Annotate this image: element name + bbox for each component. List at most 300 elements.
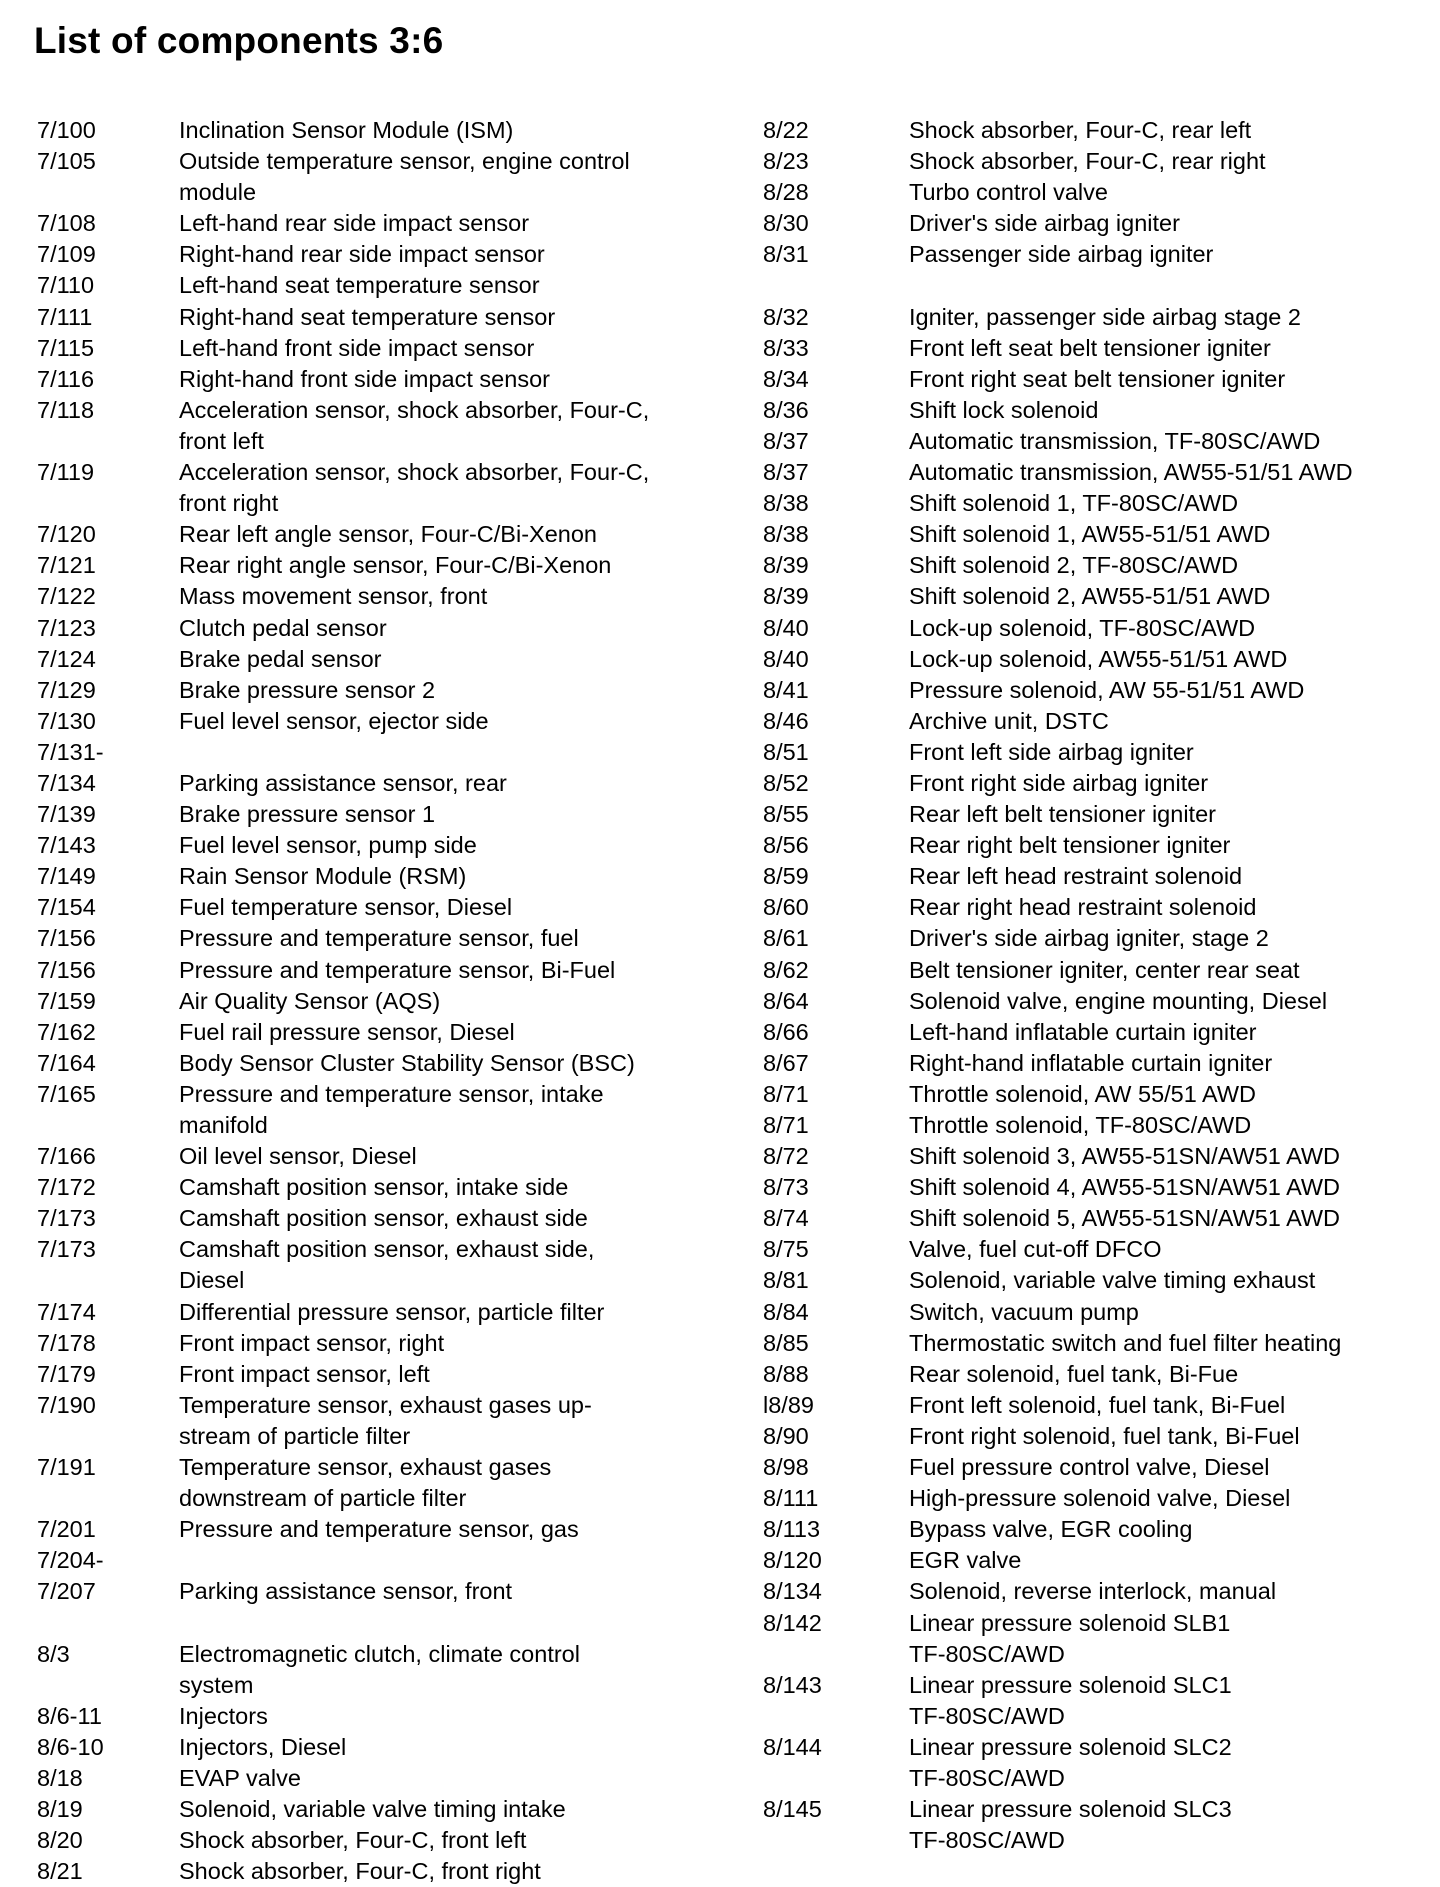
component-code: 8/23 bbox=[763, 148, 809, 175]
component-description bbox=[179, 1701, 737, 1732]
description-line: Left-hand rear side impact sensor bbox=[179, 210, 530, 237]
description-line: Temperature sensor, exhaust gases bbox=[179, 1454, 552, 1481]
component-description bbox=[179, 644, 737, 675]
component-code: 8/59 bbox=[763, 863, 809, 890]
description-line: Left-hand front side impact sensor bbox=[179, 334, 535, 361]
component-code: 8/88 bbox=[763, 1360, 809, 1387]
component-row bbox=[37, 986, 737, 1017]
description-line: Fuel rail pressure sensor, Diesel bbox=[179, 1018, 515, 1045]
component-code: 8/28 bbox=[763, 179, 809, 206]
component-code: 8/85 bbox=[763, 1329, 809, 1356]
component-row bbox=[763, 1576, 1413, 1607]
component-code: 8/66 bbox=[763, 1018, 809, 1045]
component-code: 8/21 bbox=[37, 1858, 83, 1885]
description-line: Front impact sensor, right bbox=[179, 1329, 445, 1356]
component-row bbox=[763, 986, 1413, 1017]
component-code: 8/143 bbox=[763, 1671, 822, 1698]
component-row bbox=[763, 1265, 1413, 1296]
component-description bbox=[179, 1576, 737, 1607]
component-description bbox=[909, 457, 1413, 488]
description-line: Injectors, Diesel bbox=[179, 1733, 347, 1760]
component-row bbox=[37, 146, 737, 208]
component-row bbox=[37, 1141, 737, 1172]
description-line: Right-hand rear side impact sensor bbox=[179, 241, 545, 268]
component-description bbox=[909, 986, 1413, 1017]
description-line: Belt tensioner igniter, center rear seat bbox=[909, 956, 1300, 983]
component-description bbox=[909, 1732, 1413, 1794]
component-description bbox=[909, 955, 1413, 986]
component-description bbox=[179, 1390, 737, 1452]
component-description bbox=[179, 395, 737, 457]
component-row bbox=[37, 1234, 737, 1296]
component-code: 8/40 bbox=[763, 614, 809, 641]
component-description bbox=[909, 239, 1413, 270]
description-line: Igniter, passenger side airbag stage 2 bbox=[909, 303, 1301, 330]
component-row bbox=[37, 861, 737, 892]
component-description bbox=[909, 364, 1413, 395]
description-line bbox=[179, 737, 737, 768]
component-code: 7/131- bbox=[37, 738, 104, 765]
component-description bbox=[179, 302, 737, 333]
component-code: 7/166 bbox=[37, 1143, 96, 1170]
component-code: 8/145 bbox=[763, 1796, 822, 1823]
component-row bbox=[37, 1732, 737, 1763]
description-line: Linear pressure solenoid SLC1 bbox=[909, 1671, 1232, 1698]
description-line: Brake pedal sensor bbox=[179, 645, 382, 672]
component-row bbox=[763, 675, 1413, 706]
component-description bbox=[909, 892, 1413, 923]
component-description bbox=[179, 1545, 737, 1576]
component-row bbox=[763, 1545, 1413, 1576]
component-description bbox=[179, 550, 737, 581]
description-line: Automatic transmission, AW55-51/51 AWD bbox=[909, 459, 1353, 486]
component-code: 7/173 bbox=[37, 1205, 96, 1232]
description-line: Solenoid, variable valve timing exhaust bbox=[909, 1267, 1316, 1294]
component-description bbox=[179, 1452, 737, 1514]
component-description bbox=[179, 333, 737, 364]
description-line: Passenger side airbag igniter bbox=[909, 241, 1214, 268]
component-description bbox=[179, 1172, 737, 1203]
component-description bbox=[909, 1545, 1413, 1576]
component-row bbox=[37, 1639, 737, 1701]
description-line: Outside temperature sensor, engine control bbox=[179, 148, 630, 175]
description-line: Rear right angle sensor, Four-C/Bi-Xenon bbox=[179, 552, 612, 579]
component-code: 7/130 bbox=[37, 707, 96, 734]
description-line: Front left solenoid, fuel tank, Bi-Fuel bbox=[909, 1391, 1286, 1418]
component-code: 8/71 bbox=[763, 1112, 809, 1138]
component-row bbox=[763, 270, 1413, 301]
description-line: Temperature sensor, exhaust gases up- bbox=[179, 1391, 592, 1418]
component-code: 8/22 bbox=[763, 117, 809, 143]
component-code: 8/36 bbox=[763, 396, 809, 423]
description-line: Electromagnetic clutch, climate control bbox=[179, 1640, 580, 1667]
component-description bbox=[909, 1048, 1413, 1079]
description-line: Front right side airbag igniter bbox=[909, 769, 1209, 796]
component-row bbox=[763, 488, 1413, 519]
description-line: Air Quality Sensor (AQS) bbox=[179, 987, 441, 1014]
component-description bbox=[179, 1234, 737, 1296]
component-description bbox=[909, 208, 1413, 239]
component-description bbox=[179, 892, 737, 923]
component-description bbox=[909, 488, 1413, 519]
component-description bbox=[909, 1297, 1413, 1328]
component-row bbox=[763, 239, 1413, 270]
description-line: TF-80SC/AWD bbox=[909, 1764, 1065, 1791]
component-code: 8/6-11 bbox=[37, 1702, 102, 1729]
component-row bbox=[37, 768, 737, 799]
description-line: Fuel temperature sensor, Diesel bbox=[179, 894, 513, 921]
component-row bbox=[37, 644, 737, 675]
component-description bbox=[179, 799, 737, 830]
description-line: Turbo control valve bbox=[909, 179, 1108, 206]
component-code: 8/51 bbox=[763, 738, 809, 765]
component-row bbox=[37, 1452, 737, 1514]
description-line: Shift solenoid 3, AW55-51SN/AW51 AWD bbox=[909, 1143, 1341, 1170]
description-line: Right-hand front side impact sensor bbox=[179, 365, 550, 392]
component-row bbox=[37, 892, 737, 923]
description-line: Diesel bbox=[179, 1267, 245, 1294]
component-code: 7/172 bbox=[37, 1174, 96, 1201]
description-line: Automatic transmission, TF-80SC/AWD bbox=[909, 427, 1321, 454]
description-line bbox=[909, 270, 1413, 301]
description-line: Clutch pedal sensor bbox=[179, 614, 387, 641]
description-line: Rear left head restraint solenoid bbox=[909, 863, 1243, 890]
component-description bbox=[179, 1328, 737, 1359]
component-row bbox=[763, 1608, 1413, 1670]
description-line: TF-80SC/AWD bbox=[909, 1640, 1065, 1667]
component-row bbox=[37, 581, 737, 612]
component-code: 7/124 bbox=[37, 645, 96, 672]
component-description bbox=[909, 1265, 1413, 1296]
component-description bbox=[909, 270, 1413, 301]
component-description bbox=[179, 115, 737, 146]
component-row bbox=[37, 1763, 737, 1794]
component-code: 8/74 bbox=[763, 1205, 809, 1232]
component-description bbox=[179, 1763, 737, 1794]
component-code: 8/90 bbox=[763, 1422, 809, 1449]
component-description bbox=[909, 613, 1413, 644]
component-code: 8/60 bbox=[763, 894, 809, 921]
description-line: Brake pressure sensor 2 bbox=[179, 676, 436, 703]
component-row bbox=[763, 892, 1413, 923]
component-code: 7/154 bbox=[37, 894, 96, 921]
component-description bbox=[909, 737, 1413, 768]
component-code: 8/37 bbox=[763, 427, 809, 454]
description-line: Front impact sensor, left bbox=[179, 1360, 430, 1387]
component-row bbox=[37, 270, 737, 301]
description-line: Rain Sensor Module (RSM) bbox=[179, 863, 467, 890]
description-line: Right-hand seat temperature sensor bbox=[179, 303, 556, 330]
component-code: 7/123 bbox=[37, 614, 96, 641]
component-row bbox=[37, 1390, 737, 1452]
component-code: 8/142 bbox=[763, 1609, 822, 1636]
component-description bbox=[909, 799, 1413, 830]
component-code: 7/156 bbox=[37, 925, 96, 952]
description-line: Rear left angle sensor, Four-C/Bi-Xenon bbox=[179, 521, 597, 548]
component-code: 7/143 bbox=[37, 832, 96, 859]
component-row bbox=[37, 830, 737, 861]
description-line: Shock absorber, Four-C, rear right bbox=[909, 148, 1266, 175]
component-code: 7/105 bbox=[37, 148, 96, 175]
component-row bbox=[37, 208, 737, 239]
description-line: Shift solenoid 1, TF-80SC/AWD bbox=[909, 490, 1239, 517]
component-description bbox=[179, 1203, 737, 1234]
component-row bbox=[37, 1359, 737, 1390]
component-code: 8/134 bbox=[763, 1578, 822, 1605]
component-description bbox=[909, 706, 1413, 737]
description-line: Switch, vacuum pump bbox=[909, 1298, 1139, 1325]
description-line: Thermostatic switch and fuel filter heating bbox=[909, 1329, 1342, 1356]
component-row bbox=[763, 115, 1413, 146]
component-row bbox=[763, 1297, 1413, 1328]
component-row bbox=[763, 1079, 1413, 1110]
description-line: manifold bbox=[179, 1112, 268, 1138]
component-description bbox=[179, 364, 737, 395]
description-line: Shift solenoid 4, AW55-51SN/AW51 AWD bbox=[909, 1174, 1341, 1201]
description-line: Throttle solenoid, TF-80SC/AWD bbox=[909, 1112, 1252, 1138]
description-line: stream of particle filter bbox=[179, 1422, 411, 1449]
component-row bbox=[37, 1608, 737, 1639]
component-description bbox=[909, 1359, 1413, 1390]
component-row bbox=[37, 955, 737, 986]
component-code: 7/134 bbox=[37, 769, 96, 796]
description-line: Parking assistance sensor, rear bbox=[179, 769, 507, 796]
component-row bbox=[763, 644, 1413, 675]
component-code: 8/73 bbox=[763, 1174, 809, 1201]
component-code: 8/38 bbox=[763, 521, 809, 548]
description-line: Archive unit, DSTC bbox=[909, 707, 1109, 734]
description-line: Brake pressure sensor 1 bbox=[179, 801, 436, 828]
component-code: 8/46 bbox=[763, 707, 809, 734]
description-line: Differential pressure sensor, particle filter bbox=[179, 1298, 605, 1325]
component-row bbox=[763, 830, 1413, 861]
component-row bbox=[37, 1048, 737, 1079]
description-line: front right bbox=[179, 490, 279, 517]
description-line: Driver's side airbag igniter bbox=[909, 210, 1180, 237]
component-row bbox=[763, 1203, 1413, 1234]
description-line: Throttle solenoid, AW 55/51 AWD bbox=[909, 1080, 1257, 1107]
description-line: High-pressure solenoid valve, Diesel bbox=[909, 1485, 1291, 1512]
component-row bbox=[37, 550, 737, 581]
component-code: 8/81 bbox=[763, 1267, 809, 1294]
component-description bbox=[909, 1203, 1413, 1234]
description-line: Pressure and temperature sensor, intake bbox=[179, 1080, 604, 1107]
component-code: 7/201 bbox=[37, 1516, 96, 1543]
description-line: Camshaft position sensor, exhaust side bbox=[179, 1205, 588, 1232]
component-code: 8/61 bbox=[763, 925, 809, 952]
component-row bbox=[763, 768, 1413, 799]
component-code: 7/164 bbox=[37, 1049, 96, 1076]
component-code: 8/84 bbox=[763, 1298, 809, 1325]
component-code: 8/62 bbox=[763, 956, 809, 983]
component-code: 8/56 bbox=[763, 832, 809, 859]
component-description bbox=[909, 644, 1413, 675]
component-description bbox=[909, 302, 1413, 333]
component-code: 8/18 bbox=[37, 1764, 83, 1791]
component-description bbox=[179, 955, 737, 986]
component-description bbox=[909, 1390, 1413, 1421]
component-row bbox=[37, 706, 737, 737]
description-line: Injectors bbox=[179, 1702, 268, 1729]
component-code: 7/139 bbox=[37, 801, 96, 828]
component-description bbox=[909, 146, 1413, 177]
description-line: Fuel level sensor, pump side bbox=[179, 832, 477, 859]
component-row bbox=[763, 1172, 1413, 1203]
component-description bbox=[179, 1297, 737, 1328]
components-list-left bbox=[37, 115, 737, 1887]
component-description bbox=[179, 830, 737, 861]
description-line: Mass movement sensor, front bbox=[179, 583, 488, 610]
component-code: 8/20 bbox=[37, 1827, 83, 1854]
component-row bbox=[37, 1514, 737, 1545]
component-description bbox=[179, 1639, 737, 1701]
component-row bbox=[37, 1825, 737, 1856]
component-description bbox=[179, 737, 737, 768]
component-row bbox=[763, 1421, 1413, 1452]
component-code: 8/55 bbox=[763, 801, 809, 828]
component-row bbox=[37, 799, 737, 830]
component-description bbox=[179, 146, 737, 208]
components-list-right bbox=[763, 115, 1413, 1856]
description-line: TF-80SC/AWD bbox=[909, 1827, 1065, 1854]
component-row bbox=[37, 1545, 737, 1576]
component-description bbox=[179, 1141, 737, 1172]
component-row bbox=[37, 613, 737, 644]
component-code: 7/149 bbox=[37, 863, 96, 890]
component-row bbox=[763, 146, 1413, 177]
component-code: 7/165 bbox=[37, 1080, 96, 1107]
description-line: Rear right head restraint solenoid bbox=[909, 894, 1257, 921]
component-row bbox=[37, 1017, 737, 1048]
component-code: 8/6-10 bbox=[37, 1733, 104, 1760]
component-code: 8/120 bbox=[763, 1547, 822, 1574]
component-code: 7/118 bbox=[37, 396, 95, 423]
component-description bbox=[179, 239, 737, 270]
component-row bbox=[763, 364, 1413, 395]
component-code: 7/178 bbox=[37, 1329, 96, 1356]
component-description bbox=[179, 1079, 737, 1141]
component-code: 8/67 bbox=[763, 1049, 809, 1076]
component-description bbox=[179, 1514, 737, 1545]
component-description bbox=[909, 1141, 1413, 1172]
description-line: Pressure solenoid, AW 55-51/51 AWD bbox=[909, 676, 1305, 703]
component-description bbox=[909, 115, 1413, 146]
component-code: 7/115 bbox=[37, 334, 95, 361]
component-description bbox=[179, 613, 737, 644]
component-description bbox=[909, 923, 1413, 954]
component-row bbox=[37, 395, 737, 457]
description-line: Lock-up solenoid, TF-80SC/AWD bbox=[909, 614, 1256, 641]
component-description bbox=[909, 426, 1413, 457]
component-description bbox=[909, 861, 1413, 892]
component-description bbox=[179, 270, 737, 301]
component-description bbox=[909, 519, 1413, 550]
component-row bbox=[37, 1172, 737, 1203]
component-code: 8/3 bbox=[37, 1640, 70, 1667]
component-code: 7/122 bbox=[37, 583, 96, 610]
component-description bbox=[179, 1359, 737, 1390]
component-description bbox=[909, 1670, 1413, 1732]
description-line: Shift solenoid 5, AW55-51SN/AW51 AWD bbox=[909, 1205, 1341, 1232]
component-code: 7/156 bbox=[37, 956, 96, 983]
component-description bbox=[909, 581, 1413, 612]
component-code: 7/129 bbox=[37, 676, 96, 703]
component-code: 8/72 bbox=[763, 1143, 809, 1170]
component-description bbox=[179, 457, 737, 519]
description-line: Shift solenoid 1, AW55-51/51 AWD bbox=[909, 521, 1271, 548]
component-description bbox=[179, 581, 737, 612]
component-description bbox=[179, 1732, 737, 1763]
component-description bbox=[909, 768, 1413, 799]
description-line: Acceleration sensor, shock absorber, Four-C, bbox=[179, 459, 650, 486]
component-code: 7/116 bbox=[37, 365, 95, 392]
page-title: List of components 3:6 bbox=[34, 20, 444, 61]
component-code: 7/111 bbox=[37, 303, 93, 330]
component-description bbox=[179, 986, 737, 1017]
component-code: 7/108 bbox=[37, 210, 96, 237]
component-row bbox=[763, 208, 1413, 239]
description-line: Parking assistance sensor, front bbox=[179, 1578, 513, 1605]
component-code: 8/37 bbox=[763, 459, 809, 486]
component-code: 7/179 bbox=[37, 1360, 96, 1387]
component-row bbox=[763, 1732, 1413, 1794]
description-line: Solenoid, variable valve timing intake bbox=[179, 1796, 566, 1823]
description-line: TF-80SC/AWD bbox=[909, 1702, 1065, 1729]
component-code: 7/162 bbox=[37, 1018, 96, 1045]
description-line: Camshaft position sensor, intake side bbox=[179, 1174, 569, 1201]
component-code: 8/113 bbox=[763, 1516, 821, 1543]
component-row bbox=[763, 1452, 1413, 1483]
component-row bbox=[37, 115, 737, 146]
description-line: Shift solenoid 2, AW55-51/51 AWD bbox=[909, 583, 1271, 610]
component-code: 7/207 bbox=[37, 1578, 96, 1605]
component-code: 8/33 bbox=[763, 334, 809, 361]
component-description bbox=[179, 675, 737, 706]
component-row bbox=[37, 457, 737, 519]
component-row bbox=[763, 1141, 1413, 1172]
description-line: Front left seat belt tensioner igniter bbox=[909, 334, 1271, 361]
component-row bbox=[37, 1079, 737, 1141]
description-line: Camshaft position sensor, exhaust side, bbox=[179, 1236, 595, 1263]
component-description bbox=[179, 1856, 737, 1887]
component-code: l8/89 bbox=[763, 1391, 814, 1418]
component-description bbox=[909, 1234, 1413, 1265]
component-description bbox=[909, 177, 1413, 208]
component-row bbox=[763, 333, 1413, 364]
component-description bbox=[909, 1328, 1413, 1359]
description-line: Solenoid valve, engine mounting, Diesel bbox=[909, 987, 1328, 1014]
component-code: 8/52 bbox=[763, 769, 809, 796]
component-row bbox=[763, 955, 1413, 986]
component-code: 8/31 bbox=[763, 241, 809, 268]
description-line: Lock-up solenoid, AW55-51/51 AWD bbox=[909, 645, 1288, 672]
description-line: Body Sensor Cluster Stability Sensor (BSC) bbox=[179, 1049, 635, 1076]
component-row bbox=[37, 1328, 737, 1359]
component-code: 8/30 bbox=[763, 210, 809, 237]
component-row bbox=[763, 1110, 1413, 1141]
component-description bbox=[179, 768, 737, 799]
component-code: 7/173 bbox=[37, 1236, 96, 1263]
description-line: module bbox=[179, 179, 257, 206]
component-description bbox=[909, 550, 1413, 581]
component-description bbox=[909, 1172, 1413, 1203]
component-row bbox=[763, 799, 1413, 830]
component-description bbox=[909, 1079, 1413, 1110]
component-description bbox=[179, 1825, 737, 1856]
component-description bbox=[179, 1017, 737, 1048]
component-description bbox=[909, 1514, 1413, 1545]
component-description bbox=[179, 861, 737, 892]
